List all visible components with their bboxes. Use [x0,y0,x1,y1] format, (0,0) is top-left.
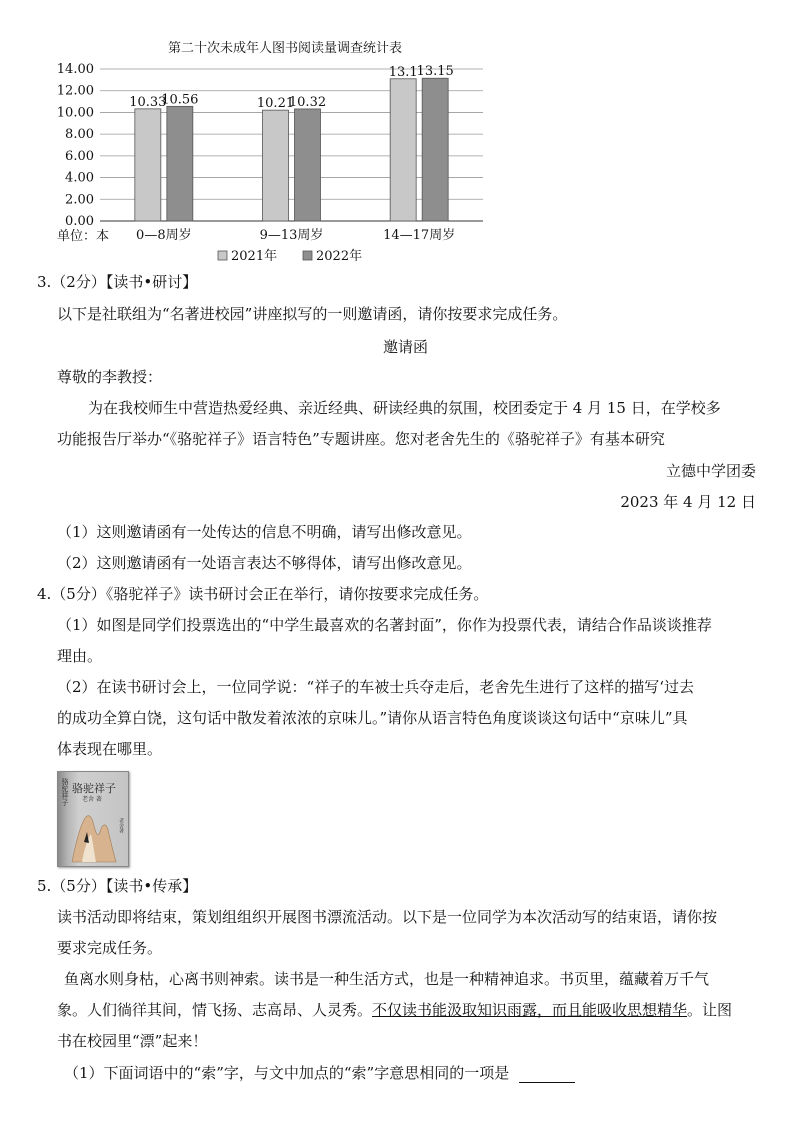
q3-heading: 3.（2分）【读书•研讨】 [37,273,198,291]
q4-sub2-line2: 的成功全算白饶，这句话中散发着浓浓的京味儿。”请你从语言特色角度谈谈这句话中“京味儿”具 [57,709,688,727]
q4-sub1-line1: （1）如图是同学们投票选出的“中学生最喜欢的名著封面”，你作为投票代表，请结合作品谈谈推荐 [57,616,712,634]
y-tick-label: 4.00 [65,170,94,186]
q5-intro-line1: 读书活动即将结束，策划组组织开展图书漂流活动。以下是一位同学为本次活动写的结束语，请你按 [57,908,718,926]
bar-2021年-0—8周岁 [135,109,161,221]
y-tick-label: 14.00 [56,62,94,77]
bar-2021年-14—17周岁 [390,79,416,221]
passage-line2 [57,1000,732,1020]
letter-body-line1: 为在我校师生中营造热爱经典、亲近经典、研读经典的氛围，校团委定于 4 月 15 日，在学校多 [88,399,721,417]
bar-value-label: 13.15 [416,64,454,80]
y-tick-label: 12.00 [56,83,94,99]
q4-sub1-line2: 理由。 [57,647,103,665]
book-spine-author: 老舍著 [118,818,124,833]
letter-body-line2: 功能报告厅举办“《骆驼祥子》语言特色”专题讲座。您对老舍先生的《骆驼祥子》有基本研究 [57,430,665,448]
letter-title: 邀请函 [383,338,429,356]
bar-value-label: 10.21 [256,96,295,112]
letter-date: 2023 年 4 月 12 日 [620,493,756,511]
bar-value-label: 10.32 [288,94,327,110]
letter-signature: 立德中学团委 [665,462,756,480]
legend-label: 2022年 [316,249,363,264]
legend-swatch [218,251,227,260]
q5-sub1-text: （1）下面词语中的“索”字，与文中加点的“索”字意思相同的一项是 [64,1064,510,1082]
bar-2022年-14—17周岁 [422,78,448,221]
letter-salutation: 尊敬的李教授： [57,368,163,386]
q3-sub2: （2）这则邀请函有一处语言表达不够得体，请写出修改意见。 [57,554,472,572]
unit-label: 单位：本 [57,229,110,244]
q5-sub1 [64,1063,575,1083]
q5-intro-line2: 要求完成任务。 [57,939,163,957]
passage-line2-tail: 。让图 [687,1001,733,1019]
reading-chart [0,0,794,270]
bar-2022年-9—13周岁 [295,109,321,221]
book-spine-text: 骆驼祥子 [61,778,69,806]
legend-label: 2021年 [231,249,278,264]
underlined-sentence: 不仅读书能汲取知识雨露，而且能吸收思想精华 [372,1001,688,1019]
book-cover-image [57,771,129,867]
bar-value-label: 10.33 [129,94,167,110]
bar-value-label: 10.56 [161,92,199,108]
x-category-label: 14—17周岁 [383,228,456,243]
q4-heading: 4.（5分）《骆驼祥子》读书研讨会正在举行，请你按要求完成任务。 [37,585,489,603]
book-cover-author: 老舍 著 [82,796,102,803]
x-category-label: 9—13周岁 [259,228,324,243]
q5-heading: 5.（5分）【读书•传承】 [37,877,198,895]
q4-sub2-line1: （2）在读书研讨会上，一位同学说：“祥子的车被士兵夺走后，老舍先生进行了这样的描写‘过去 [57,678,694,696]
y-tick-label: 0.00 [65,214,94,229]
passage-line1: 鱼离水则身枯，心离书则神索。读书是一种生活方式，也是一种精神追求。书页里，蕴藏着万千气 [64,970,710,988]
q4-sub2-line3: 体表现在哪里。 [57,740,163,758]
answer-blank[interactable] [519,1068,575,1083]
legend-swatch [303,251,312,260]
book-cover-title: 骆驼祥子 [72,782,116,795]
passage-line2-text: 象。人们徜徉其间，情飞扬、志高昂、人灵秀。 [57,1001,373,1019]
chart-legend [218,248,362,264]
y-tick-label: 8.00 [65,127,94,143]
bar-2022年-0—8周岁 [167,106,193,221]
bar-2021年-9—13周岁 [263,110,289,221]
y-tick-label: 10.00 [56,105,94,121]
x-category-label: 0—8周岁 [136,228,192,243]
q3-intro: 以下是社联组为“名著进校园”讲座拟写的一则邀请函，请你按要求完成任务。 [57,305,568,323]
y-tick-label: 6.00 [65,148,94,164]
y-tick-label: 2.00 [65,192,94,208]
chart-title: 第二十次未成年人图书阅读量调查统计表 [167,41,403,56]
bar-value-label: 13.1 [388,64,418,80]
q3-sub1: （1）这则邀请函有一处传达的信息不明确，请写出修改意见。 [57,523,472,541]
passage-line3: 书在校园里“漂”起来！ [57,1032,208,1050]
